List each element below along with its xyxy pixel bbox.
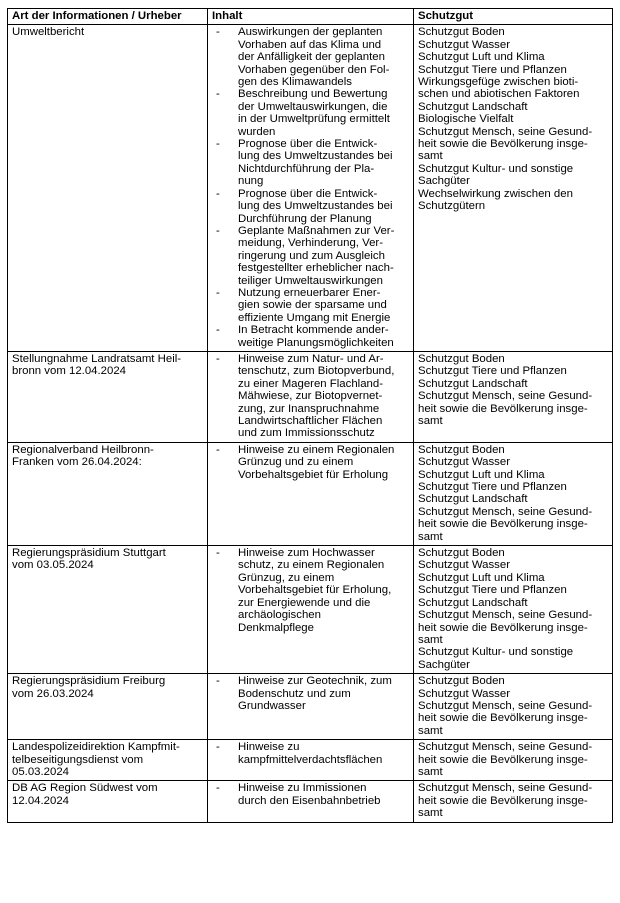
content-list-item: [212, 675, 409, 712]
protected-line: samt: [418, 765, 443, 778]
dash-bullet: -: [216, 224, 220, 237]
dash-bullet: -: [216, 547, 220, 560]
content-line: Grünzug und zu einem: [238, 456, 354, 469]
source-line: 05.03.2024: [12, 765, 70, 778]
source-line: vom 03.05.2024: [12, 559, 94, 572]
content-cell: [208, 740, 414, 781]
content-list-item: [212, 188, 409, 225]
protected-line: Schutzgut Boden: [418, 26, 505, 39]
protected-line: Schutzgut Tiere und Pflanzen: [418, 365, 567, 378]
protected-line: heit sowie die Bevölkerung insge-: [418, 518, 588, 531]
protected-line: samt: [418, 415, 443, 427]
content-line: durch den Eisenbahnbetrieb: [238, 794, 381, 807]
protected-cell: [414, 781, 613, 822]
table-row: [8, 442, 613, 545]
protected-line: Schutzgütern: [418, 200, 486, 213]
content-list-item: [212, 353, 409, 440]
source-line: Umweltbericht: [12, 26, 85, 39]
protected-line: Schutzgut Boden: [418, 443, 505, 456]
content-line: Mähwiese, zur Biotopvernet-: [238, 390, 383, 403]
content-cell: [208, 25, 414, 352]
content-line: archäologischen: [238, 609, 321, 622]
protected-line: heit sowie die Bevölkerung insge-: [418, 138, 588, 151]
content-line: Auswirkungen der geplanten: [238, 26, 383, 39]
content-line: Hinweise zur Geotechnik, zum: [238, 675, 392, 688]
dash-bullet: -: [216, 443, 220, 456]
content-cell: [208, 781, 414, 822]
protected-line: Schutzgut Wasser: [418, 38, 511, 51]
content-list: [212, 741, 409, 766]
source-line: bronn vom 12.04.2024: [12, 365, 126, 378]
content-line: Prognose über die Entwick-: [238, 138, 378, 151]
content-line: Grundwasser: [238, 699, 306, 712]
source-cell: [8, 674, 208, 740]
source-line: vom 26.03.2024: [12, 687, 94, 700]
source-cell: [8, 25, 208, 352]
source-line: DB AG Region Südwest vom: [12, 782, 158, 795]
protected-cell: [414, 351, 613, 442]
protected-cell: [414, 546, 613, 674]
protected-line: Schutzgut Mensch, seine Gesund-: [418, 390, 593, 403]
content-cell: [208, 351, 414, 442]
protected-line: samt: [418, 724, 443, 737]
protected-line: samt: [418, 807, 443, 820]
table-body: [8, 25, 613, 822]
protected-cell: [414, 740, 613, 781]
dash-bullet: -: [216, 352, 220, 365]
content-line: Vorhaben gegenüber den Fol-: [238, 63, 390, 76]
content-line: Bodenschutz und zum: [238, 687, 351, 700]
protected-line: Schutzgut Kultur- und sonstige: [418, 646, 574, 659]
protected-line: Schutzgut Mensch, seine Gesund-: [418, 782, 593, 795]
source-line: Regionalverband Heilbronn-: [12, 443, 154, 456]
source-cell: [8, 781, 208, 822]
content-line: und zum Immissionsschutz: [238, 427, 375, 440]
content-line: Denkmalpflege: [238, 621, 314, 634]
source-line: telbeseitigungsdienst vom: [12, 753, 144, 766]
protected-line: samt: [418, 633, 443, 646]
protected-line: Schutzgut Boden: [418, 675, 505, 688]
dash-bullet: -: [216, 741, 220, 754]
table-row: [8, 674, 613, 740]
protected-cell: [414, 674, 613, 740]
protected-line: Sachgüter: [418, 658, 470, 671]
content-line: Hinweise zu Immissionen: [238, 782, 367, 795]
content-list-item: [212, 225, 409, 287]
dash-bullet: -: [216, 26, 220, 39]
content-list: [212, 547, 409, 634]
protected-line: Schutzgut Tiere und Pflanzen: [418, 481, 567, 494]
source-line: Regierungspräsidium Stuttgart: [12, 547, 166, 560]
content-line: Durchführung der Planung: [238, 212, 372, 225]
source-cell: [8, 442, 208, 545]
protected-line: Schutzgut Boden: [418, 352, 505, 365]
content-line: Geplante Maßnahmen zur Ver-: [238, 224, 395, 237]
content-list-item: [212, 26, 409, 88]
dash-bullet: -: [216, 782, 220, 795]
table-row: [8, 351, 613, 442]
header-source: Art der Informationen / Urheber: [8, 9, 208, 25]
content-line: der Umweltauswirkungen, die: [238, 100, 388, 113]
content-line: Nichtdurchführung der Pla-: [238, 162, 375, 175]
protected-line: Schutzgut Wasser: [418, 687, 511, 700]
protected-line: Schutzgut Mensch, seine Gesund-: [418, 609, 593, 622]
content-line: Grünzug, zu einem: [238, 571, 335, 584]
source-line: Franken vom 26.04.2024:: [12, 456, 142, 469]
protected-cell: [414, 442, 613, 545]
information-table: [7, 8, 613, 823]
dash-bullet: -: [216, 286, 220, 299]
protected-line: heit sowie die Bevölkerung insge-: [418, 753, 588, 766]
protected-line: samt: [418, 530, 443, 543]
content-line: teiliger Umweltauswirkungen: [238, 274, 383, 287]
content-line: effiziente Umgang mit Energie: [238, 311, 391, 324]
content-line: zu einer Mageren Flachland-: [238, 377, 383, 390]
protected-line: Biologische Vielfalt: [418, 113, 514, 126]
protected-line: heit sowie die Bevölkerung insge-: [418, 402, 588, 415]
protected-line: Schutzgut Tiere und Pflanzen: [418, 63, 567, 76]
content-line: lung des Umweltzustandes bei: [238, 200, 393, 213]
content-line: zur Energiewende und die: [238, 596, 371, 609]
dash-bullet: -: [216, 187, 220, 200]
content-list: [212, 353, 409, 440]
protected-line: heit sowie die Bevölkerung insge-: [418, 712, 588, 725]
source-line: Stellungnahme Landratsamt Heil-: [12, 352, 182, 365]
protected-line: Schutzgut Luft und Klima: [418, 468, 545, 481]
content-list-item: [212, 88, 409, 138]
source-line: Landespolizeidirektion Kampfmit-: [12, 741, 180, 754]
table-row: [8, 781, 613, 822]
protected-line: Schutzgut Luft und Klima: [418, 571, 545, 584]
header-content: Inhalt: [208, 9, 414, 25]
content-list-item: [212, 741, 409, 766]
table-row: [8, 25, 613, 352]
content-line: kampfmittelverdachtsflächen: [238, 753, 383, 766]
table-row: [8, 546, 613, 674]
table-header: [8, 9, 613, 25]
content-line: wurden: [238, 125, 276, 138]
header-row: [8, 9, 613, 25]
content-line: meidung, Verhinderung, Ver-: [238, 237, 384, 250]
content-list: [212, 782, 409, 807]
protected-line: Schutzgut Mensch, seine Gesund-: [418, 125, 593, 138]
content-list-item: [212, 782, 409, 807]
protected-line: Sachgüter: [418, 175, 470, 188]
protected-line: samt: [418, 150, 443, 163]
protected-line: Schutzgut Wasser: [418, 456, 511, 469]
source-cell: [8, 740, 208, 781]
content-line: zung, zur Inanspruchnahme: [238, 402, 380, 415]
content-line: tenschutz, zum Biotopverbund,: [238, 365, 395, 378]
dash-bullet: -: [216, 675, 220, 688]
content-line: lung des Umweltzustandes bei: [238, 150, 393, 163]
protected-line: Schutzgut Mensch, seine Gesund-: [418, 699, 593, 712]
content-line: gen des Klimawandels: [238, 76, 352, 89]
content-list: [212, 444, 409, 481]
source-line: Regierungspräsidium Freiburg: [12, 675, 166, 688]
content-line: Landwirtschaftlicher Flächen: [238, 415, 383, 427]
protected-line: Schutzgut Tiere und Pflanzen: [418, 584, 567, 597]
content-line: Vorbehaltsgebiet für Erholung: [238, 468, 389, 481]
content-line: weitige Planungsmöglichkeiten: [238, 336, 394, 349]
protected-line: heit sowie die Bevölkerung insge-: [418, 794, 588, 807]
protected-line: Schutzgut Kultur- und sonstige: [418, 162, 574, 175]
protected-line: Schutzgut Landschaft: [418, 493, 528, 506]
content-list-item: [212, 138, 409, 188]
content-line: Nutzung erneuerbarer Ener-: [238, 286, 381, 299]
protected-line: heit sowie die Bevölkerung insge-: [418, 621, 588, 634]
protected-line: Schutzgut Landschaft: [418, 377, 528, 390]
protected-line: Schutzgut Mensch, seine Gesund-: [418, 741, 593, 754]
content-line: In Betracht kommende ander-: [238, 324, 389, 337]
dash-bullet: -: [216, 138, 220, 151]
content-line: gien sowie der sparsame und: [238, 299, 387, 312]
source-cell: [8, 351, 208, 442]
content-cell: [208, 442, 414, 545]
content-line: Vorbehaltsgebiet für Erholung,: [238, 584, 392, 597]
protected-line: Schutzgut Wasser: [418, 559, 511, 572]
content-line: in der Umweltprüfung ermittelt: [238, 113, 390, 126]
content-line: nung: [238, 175, 264, 188]
dash-bullet: -: [216, 324, 220, 337]
content-list-item: [212, 547, 409, 634]
content-list-item: [212, 444, 409, 481]
table-row: [8, 740, 613, 781]
protected-line: Schutzgut Mensch, seine Gesund-: [418, 505, 593, 518]
header-protected: Schutzgut: [414, 9, 613, 25]
protected-line: Wirkungsgefüge zwischen bioti-: [418, 76, 579, 89]
source-line: 12.04.2024: [12, 794, 70, 807]
content-cell: [208, 546, 414, 674]
protected-line: Wechselwirkung zwischen den: [418, 187, 573, 200]
content-list: [212, 675, 409, 712]
protected-line: Schutzgut Luft und Klima: [418, 51, 545, 64]
protected-line: Schutzgut Landschaft: [418, 100, 528, 113]
protected-cell: [414, 25, 613, 352]
content-list-item: [212, 287, 409, 324]
content-line: ringerung und zum Ausgleich: [238, 249, 385, 262]
content-line: Prognose über die Entwick-: [238, 187, 378, 200]
content-line: Beschreibung und Bewertung: [238, 88, 388, 101]
content-list-item: [212, 324, 409, 349]
protected-line: Schutzgut Landschaft: [418, 596, 528, 609]
content-list: [212, 26, 409, 349]
source-cell: [8, 546, 208, 674]
dash-bullet: -: [216, 88, 220, 101]
content-line: Hinweise zum Natur- und Ar-: [238, 352, 384, 365]
content-line: der Anfälligkeit der geplanten: [238, 51, 385, 64]
content-cell: [208, 674, 414, 740]
content-line: festgestellter erheblicher nach-: [238, 262, 394, 275]
protected-line: schen und abiotischen Faktoren: [418, 88, 580, 101]
content-line: Hinweise zu einem Regionalen: [238, 443, 395, 456]
protected-line: Schutzgut Boden: [418, 547, 505, 560]
content-line: Vorhaben auf das Klima und: [238, 38, 382, 51]
content-line: schutz, zu einem Regionalen: [238, 559, 385, 572]
content-line: Hinweise zum Hochwasser: [238, 547, 375, 560]
content-line: Hinweise zu: [238, 741, 300, 754]
